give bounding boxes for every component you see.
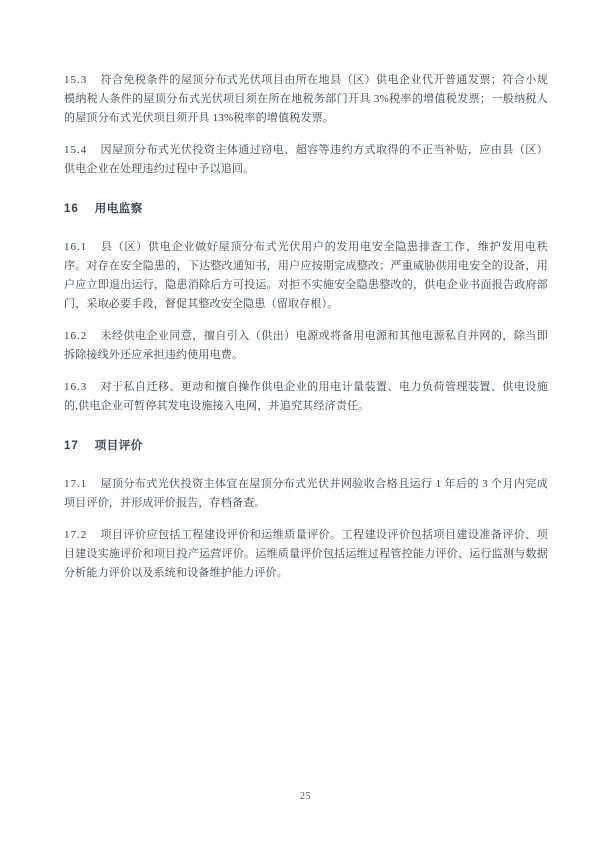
- paragraph-15-4: [64, 141, 548, 179]
- section-title: 项目评价: [94, 440, 143, 452]
- section-heading-16: [64, 201, 548, 217]
- clause-number: 16.1: [64, 241, 88, 253]
- clause-number: 16.2: [64, 330, 88, 342]
- clause-text: 县（区）供电企业做好屋顶分布式光伏用户的发用电安全隐患排查工作，维护发用电秩序。对存在安全隐患的，下达整改通知书，用户应按期完成整改；严重威胁供用电安全的设备，用户应立即退出运行，隐患消除后方可投运。对拒不实施安全隐患整改的，供电企业书面报告政府部门，采取必要手段，督促其整改安全隐患（留取存根）。: [64, 241, 548, 310]
- clause-number: 17.2: [64, 529, 88, 541]
- clause-number: 15.4: [64, 144, 88, 156]
- clause-text: 屋顶分布式光伏投资主体宜在屋顶分布式光伏并网验收合格且运行 1 年后的 3 个月内完成项目评价，并形成评价报告，存档备查。: [64, 478, 548, 509]
- clause-text: 因屋顶分布式光伏投资主体通过窃电、超容等违约方式取得的不正当补贴，应由县（区）供电企业在处理违约过程中予以追回。: [64, 144, 548, 175]
- paragraph-15-3: [64, 71, 548, 128]
- clause-number: 15.3: [64, 74, 88, 86]
- section-number: 17: [64, 440, 79, 452]
- paragraph-17-2: [64, 526, 548, 583]
- paragraph-16-2: [64, 327, 548, 365]
- paragraph-17-1: [64, 475, 548, 513]
- clause-text: 对于私自迁移、更动和擅自操作供电企业的用电计量装置、电力负荷管理装置、供电设施的,供电企业可暂停其发电设施接入电网，并追究其经济责任。: [64, 381, 548, 412]
- document-body: [64, 71, 548, 596]
- section-heading-17: [64, 438, 548, 454]
- paragraph-16-3: [64, 378, 548, 416]
- clause-text: 符合免税条件的屋顶分布式光伏项目由所在地县（区）供电企业代开普通发票；符合小规模纳税人条件的屋顶分布式光伏项目须在所在地税务部门开具 3%税率的增值税发票；一般纳税人的屋顶分布式光伏项目须开具 13%税率的增值税发票。: [64, 74, 548, 124]
- section-number: 16: [64, 203, 79, 215]
- paragraph-16-1: [64, 238, 548, 314]
- clause-text: 项目评价应包括工程建设评价和运维质量评价。工程建设评价包括项目建设准备评价、项目建设实施评价和项目投产运营评价。运维质量评价包括运维过程管控能力评价、运行监测与数据分析能力评价以及系统和设备维护能力评价。: [64, 529, 548, 579]
- clause-text: 未经供电企业同意，擅自引入（供出）电源或将备用电源和其他电源私自并网的，除当即拆除接线外还应承担违约使用电费。: [64, 330, 548, 361]
- section-title: 用电监察: [94, 203, 143, 215]
- clause-number: 17.1: [64, 478, 88, 490]
- clause-number: 16.3: [64, 381, 88, 393]
- page-number: 25: [300, 791, 311, 802]
